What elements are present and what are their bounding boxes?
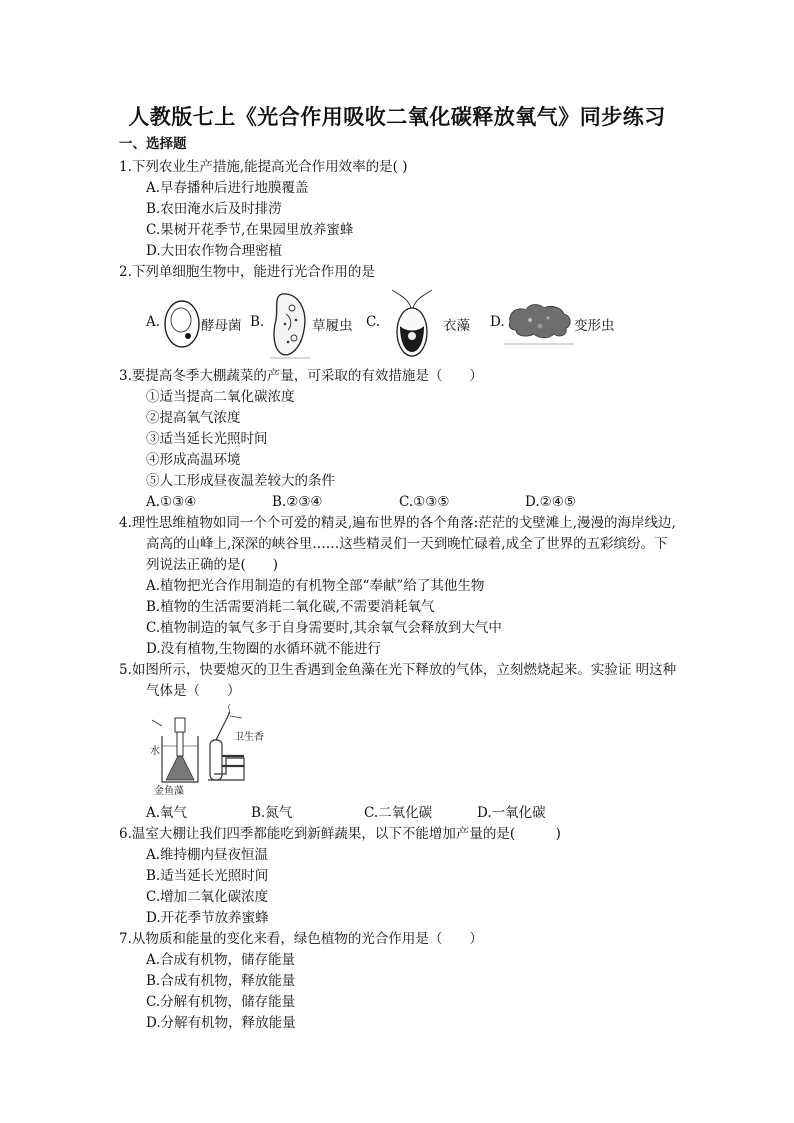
experiment-apparatus-icon: [148, 700, 272, 792]
question-3-option-c: C.①③⑤: [399, 494, 450, 510]
question-7-stem: 7.从物质和能量的变化来看，绿色植物的光合作用是（ ）: [119, 931, 483, 947]
question-2-stem: 2.下列单细胞生物中，能进行光合作用的是: [119, 264, 375, 280]
question-6-option-b: B.适当延长光照时间: [146, 868, 269, 884]
question-3-option-d: D.②④⑤: [525, 494, 576, 510]
question-4-option-a: A.植物把光合作用制造的有机物全部“奉献”给了其他生物: [146, 578, 485, 594]
option-letter: C.: [366, 314, 381, 330]
question-5-option-c: C.二氧化碳: [364, 805, 433, 821]
question-3-option-a: A.①③④: [146, 494, 197, 510]
option-name: 衣藻: [443, 318, 470, 334]
figure-label-incense: 卫生香: [234, 732, 264, 743]
amoeba-icon: [504, 298, 576, 348]
question-3-item-3: ③适当延长光照时间: [146, 431, 268, 447]
question-1-stem: 1.下列农业生产措施,能提高光合作用效率的是( ): [119, 159, 408, 175]
question-3-item-5: ⑤人工形成昼夜温差较大的条件: [146, 473, 335, 489]
option-letter: A.: [146, 314, 161, 330]
option-letter: D.: [490, 314, 505, 330]
question-7-option-d: D.分解有机物，释放能量: [146, 1015, 296, 1031]
question-3-option-b: B.②③④: [272, 494, 323, 510]
question-1-option-c: C.果树开花季节,在果园里放养蜜蜂: [146, 222, 354, 238]
question-5-option-b: B.氮气: [251, 805, 293, 821]
figure-label-pondweed: 金鱼藻: [154, 786, 184, 797]
question-3-item-1: ①适当提高二氧化碳浓度: [146, 389, 295, 405]
question-4-stem-line-1: 4.理性思维植物如同一个个可爱的精灵,遍布世界的各个角落:茫茫的戈壁滩上,漫漫的海岸线边,: [119, 515, 676, 531]
question-1-option-a: A.早春播种后进行地膜覆盖: [146, 180, 309, 196]
question-7-option-b: B.合成有机物，释放能量: [146, 973, 296, 989]
question-4-stem-line-3: 列说法正确的是( ): [146, 557, 279, 573]
figure-label-water: 水: [150, 746, 160, 757]
yeast-cell-icon: [162, 298, 202, 350]
question-3-item-4: ④形成高温环境: [146, 452, 241, 468]
question-7-option-a: A.合成有机物，储存能量: [146, 952, 296, 968]
page-title: 人教版七上《光合作用吸收二氧化碳释放氧气》同步练习: [128, 104, 666, 129]
question-6-option-a: A.维持棚内昼夜恒温: [146, 847, 269, 863]
question-4-option-d: D.没有植物,生物圈的水循环就不能进行: [146, 641, 381, 657]
question-3-item-2: ②提高氧气浓度: [146, 410, 241, 426]
question-5-option-a: A.氧气: [146, 805, 188, 821]
question-5-stem-line-1: 5.如图所示，快要熄灭的卫生香遇到金鱼藻在光下释放的气体，立刻燃烧起来。实验证 明这种: [119, 662, 677, 678]
option-letter: B.: [250, 314, 265, 330]
question-5-stem-line-2: 气体是（ ）: [146, 683, 241, 699]
chlamydomonas-icon: [384, 286, 440, 360]
question-7-option-c: C.分解有机物，储存能量: [146, 994, 296, 1010]
option-name: 草履虫: [312, 318, 353, 334]
option-name: 酵母菌: [201, 318, 242, 334]
question-5-option-d: D.一氧化碳: [477, 805, 546, 821]
experiment-figure: [148, 700, 272, 797]
question-6-stem: 6.温室大棚让我们四季都能吃到新鲜蔬果，以下不能增加产量的是( ): [119, 826, 561, 842]
question-2-figure-row: [146, 290, 706, 360]
question-6-option-d: D.开花季节放养蜜蜂: [146, 910, 269, 926]
section-heading: 一、选择题: [119, 136, 187, 152]
question-3-stem: 3.要提高冬季大棚蔬菜的产量，可采取的有效措施是（ ）: [119, 368, 483, 384]
question-6-option-c: C.增加二氧化碳浓度: [146, 889, 269, 905]
question-4-option-c: C.植物制造的氧气多于自身需要时,其余氧气会释放到大气中: [146, 620, 502, 636]
paramecium-icon: [268, 290, 312, 360]
question-1-option-d: D.大田农作物合理密植: [146, 243, 283, 259]
option-name: 变形虫: [574, 318, 615, 334]
question-4-stem-line-2: 高高的山峰上,深深的峡谷里……这些精灵们一天到晚忙碌着,成全了世界的五彩缤纷。下: [146, 536, 668, 552]
question-1-option-b: B.农田淹水后及时排涝: [146, 201, 282, 217]
question-4-option-b: B.植物的生活需要消耗二氧化碳,不需要消耗氧气: [146, 599, 435, 615]
